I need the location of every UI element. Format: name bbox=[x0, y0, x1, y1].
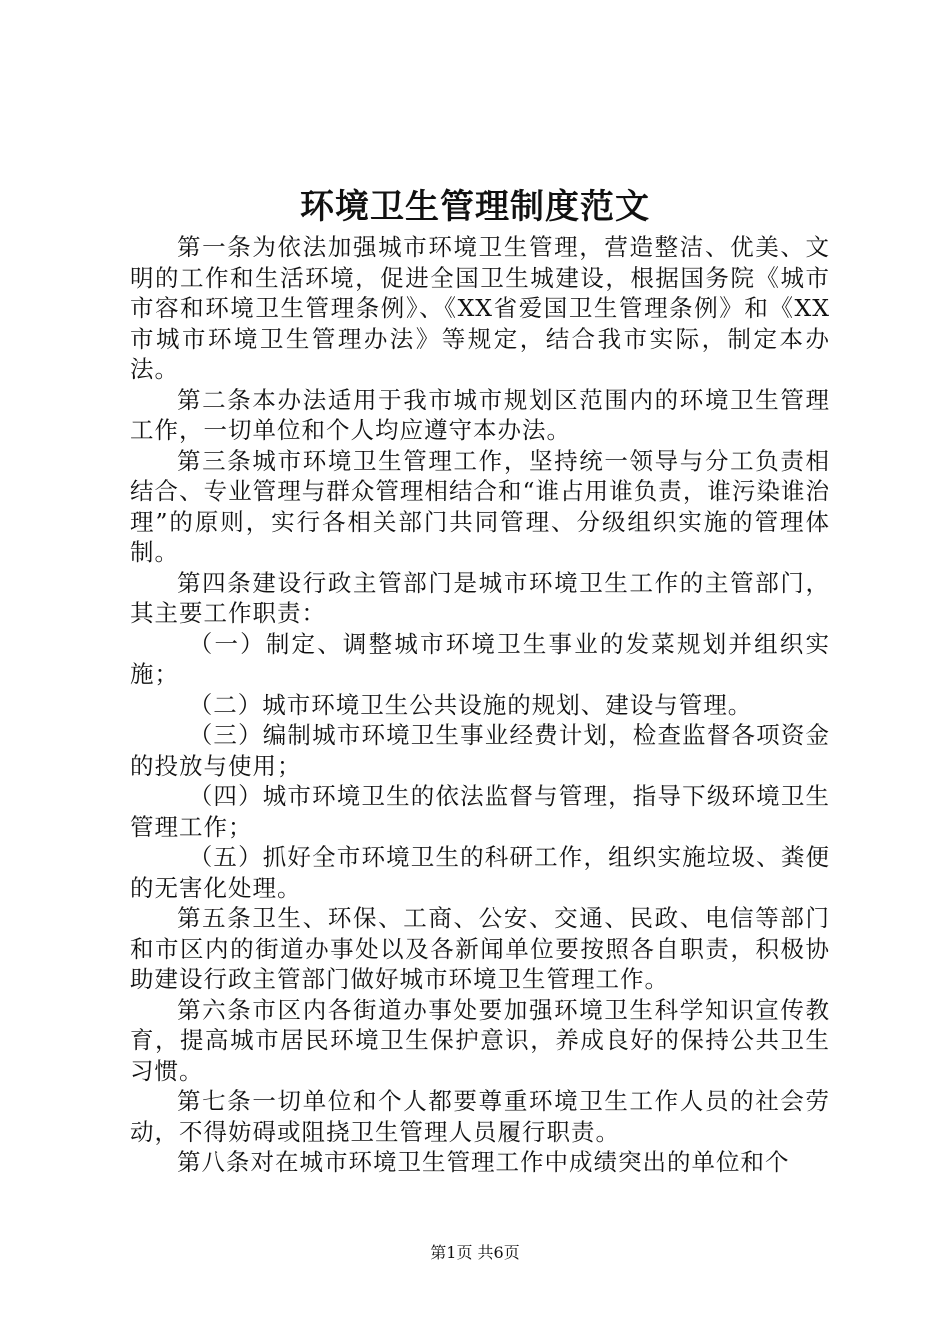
paragraph-article-3: 第三条城市环境卫生管理工作，坚持统一领导与分工负责相结合、专业管理与群众管理相结合和“谁占用谁负责，谁污染谁治理”的原则，实行各相关部门共同管理、分级组织实施的管理体制。 bbox=[130, 446, 830, 566]
paragraph-item-5: （五）抓好全市环境卫生的科研工作，组织实施垃圾、粪便的无害化处理。 bbox=[130, 843, 830, 902]
document-body bbox=[130, 232, 830, 1178]
paragraph-article-2: 第二条本办法适用于我市城市规划区范围内的环境卫生管理工作，一切单位和个人均应遵守本办法。 bbox=[130, 385, 830, 444]
paragraph-article-1: 第一条为依法加强城市环境卫生管理，营造整洁、优美、文明的工作和生活环境，促进全国卫生城建设，根据国务院《城市市容和环境卫生管理条例》、《XX省爱国卫生管理条例》和《XX市城市环境卫生管理办法》等规定，结合我市实际，制定本办法。 bbox=[130, 233, 830, 383]
paragraph-item-3: （三）编制城市环境卫生事业经费计划，检查监督各项资金的投放与使用； bbox=[130, 721, 830, 780]
paragraph-article-7: 第七条一切单位和个人都要尊重环境卫生工作人员的社会劳动，不得妨碍或阻挠卫生管理人员履行职责。 bbox=[130, 1087, 830, 1146]
paragraph-item-4: （四）城市环境卫生的依法监督与管理，指导下级环境卫生管理工作； bbox=[130, 782, 830, 841]
paragraph-article-4: 第四条建设行政主管部门是城市环境卫生工作的主管部门，其主要工作职责： bbox=[130, 568, 830, 627]
page-footer: 第1页 共6页 bbox=[430, 1243, 520, 1262]
paragraph-article-8: 第八条对在城市环境卫生管理工作中成绩突出的单位和个 bbox=[177, 1148, 790, 1176]
paragraph-article-6: 第六条市区内各街道办事处要加强环境卫生科学知识宣传教育，提高城市居民环境卫生保护意识，养成良好的保持公共卫生习惯。 bbox=[130, 995, 830, 1085]
paragraph-article-5: 第五条卫生、环保、工商、公安、交通、民政、电信等部门和市区内的街道办事处以及各新闻单位要按照各自职责，积极协助建设行政主管部门做好城市环境卫生管理工作。 bbox=[130, 904, 830, 993]
paragraph-item-1: （一）制定、调整城市环境卫生事业的发菜规划并组织实施； bbox=[130, 629, 830, 688]
paragraph-item-2: （二）城市环境卫生公共设施的规划、建设与管理。 bbox=[188, 690, 753, 719]
document-title: 环境卫生管理制度范文 bbox=[300, 187, 650, 227]
